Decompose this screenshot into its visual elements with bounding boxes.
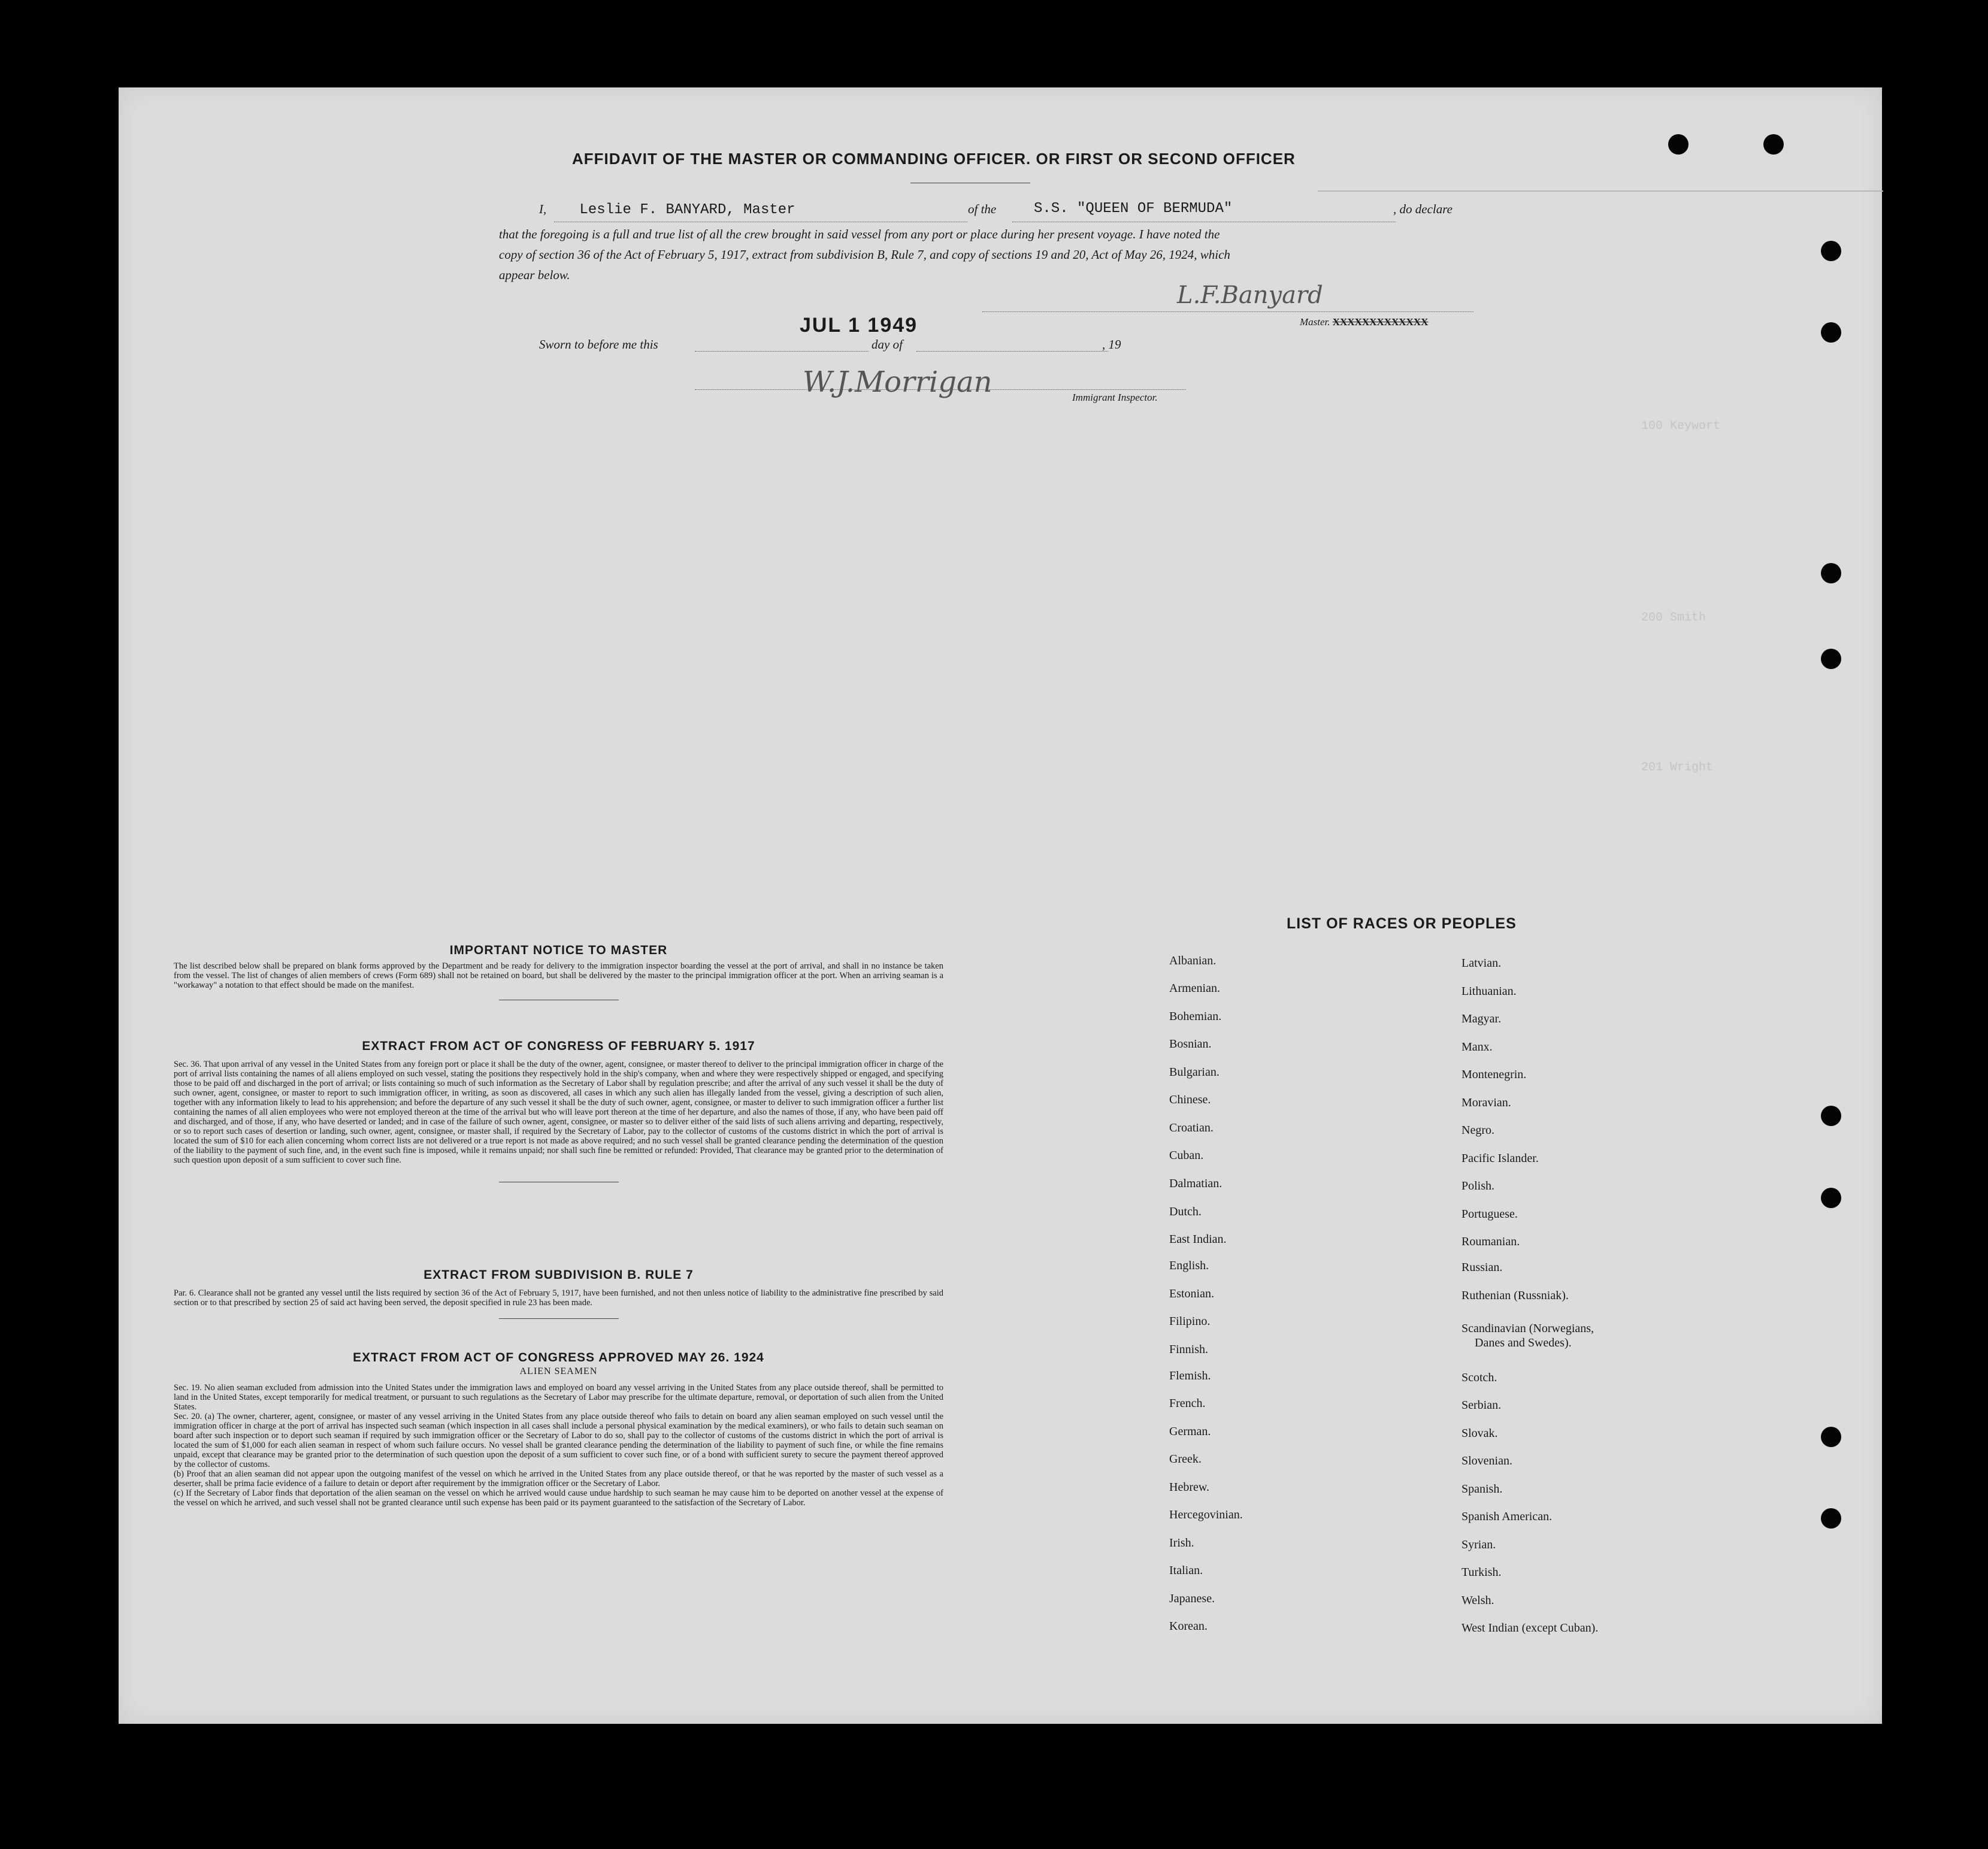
race-item: Serbian. [1462,1399,1502,1412]
race-item: Russian. [1462,1261,1503,1274]
race-item: Latvian. [1462,957,1502,970]
extract-1924-heading: EXTRACT FROM ACT OF CONGRESS APPROVED MAY 26. 1924 [353,1351,764,1364]
race-item: Hebrew. [1169,1481,1210,1494]
race-item: Cuban. [1169,1149,1204,1162]
race-item: East Indian. [1169,1233,1227,1246]
sec-20b-text: (b) Proof that an alien seaman did not appear upon the outgoing manifest of the vessel on which he arrived in the United States from any place outside thereof, or that he was reported by the master of such vessel as a deserter, shall be prima facie evidence of a failure to detain or deport after requirement by the immigration officer or the Secretary of Labor. [174,1469,943,1488]
punch-hole [1821,241,1841,261]
affidavit-line-3: copy of section 36 of the Act of February 5, 1917, extract from subdivision B, Rule 7, and copy of sections 19 and 20, Act of May 26, 1924, which [499,247,1230,262]
race-item: Japanese. [1169,1592,1215,1605]
sec-20c-text: (c) If the Secretary of Labor finds that deportation of the alien seaman on the vessel on which he arrived would cause undue hardship to such seaman he may cause him to be deported on another vessel at the expense of the vessel on which he arrived, and such vessel shall not be granted clearance until such expense has been paid or its payment guaranteed to the satisfaction of the Secretary of Labor. [174,1488,943,1508]
race-item: Moravian. [1462,1096,1511,1109]
inspector-signature: W.J.Morrigan [803,365,993,399]
race-item: Croatian. [1169,1121,1214,1134]
extract-1917-heading: EXTRACT FROM ACT OF CONGRESS OF FEBRUARY 5. 1917 [362,1039,755,1053]
punch-hole [1668,134,1689,155]
race-item: Negro. [1462,1124,1494,1137]
sworn-month-line [916,351,1108,352]
punch-hole [1821,1188,1841,1208]
affidavit-line-1 [539,199,1473,220]
race-item: Greek. [1169,1452,1202,1466]
race-item: Welsh. [1462,1594,1494,1607]
race-item: Turkish. [1462,1566,1502,1579]
race-item: Pacific Islander. [1462,1152,1539,1165]
race-item: English. [1169,1259,1209,1272]
i-label: I, [539,202,547,216]
sworn-label: Sworn to before me this [539,337,658,352]
inspector-signature-line [695,389,1186,390]
punch-hole [1821,649,1841,669]
race-item: French. [1169,1397,1206,1410]
bleed-through: 200 Smith [1641,611,1706,625]
race-item: Finnish. [1169,1343,1209,1356]
race-item: Portuguese. [1462,1208,1518,1221]
day-of-label: day of [872,337,903,352]
master-signature: L.F.Banyard [1177,282,1323,309]
master-signature-line [982,311,1473,312]
rule-7-section [174,1268,943,1319]
extract-1917-text: Sec. 36. That upon arrival of any vessel in the United States from any foreign port or place it shall be the duty of the owner, agent, consignee, or master thereof to deliver to the principal immigration officer in charge of the port of arrival lists containing the names of all aliens employed on such vessel, stating the positions they respectively hold in the ship's company, when and where they were respectively shipped or engaged, and specifying those to be paid off and discharged in the port of arrival; or lists containing so much of such information as the Secretary of Labor shall by regulation prescribe; and after the arrival of any such vessel it shall be the duty of such owner, agent, consignee, or master to report to such immigration officer, in writing, as soon as discovered, all cases in which any such alien has illegally landed from the vessel, giving a description of such alien, together with any information likely to lead to his apprehension; and before the departure of any such vessel it shall be the duty of such owner, agent, consignee, or master to deliver to such immigration officer a further list containing the names of all alien employees who were not employed thereon at the time of the arrival but who will leave port thereon at the time of her departure, and also the names of those, if any, who have been paid off and discharged, and of those, if any, who have deserted or landed; and in case of the failure of such owner, agent, consignee, or master so to deliver either of the said lists of such aliens arriving and departing, respectively, or so to report such cases of desertion or landing, such owner, agent, consignee, or master shall, if required by the Secretary of Labor, pay to the collector of customs of the customs district in which the port of arrival is located the sum of $10 for each alien concerning whom correct lists are not delivered or a true report is not made as above required; and no such vessel shall be granted clearance pending the determination of the question of the liability to the payment of such fine, and, in the event such fine is imposed, while it remains unpaid; nor shall such fine be remitted or refunded: Provided, That clearance may be granted prior to the determination of such question upon deposit of a sum sufficient to cover such fine. [174,1060,943,1165]
race-item: Ruthenian (Russniak). [1462,1289,1569,1302]
punch-hole [1763,134,1784,155]
do-declare-label: , do declare [1393,202,1453,216]
race-item: Flemish. [1169,1369,1211,1382]
punch-hole [1821,1508,1841,1529]
race-item: Montenegrin. [1462,1068,1527,1081]
race-item: Filipino. [1169,1315,1211,1328]
race-item: Scotch. [1462,1371,1497,1384]
race-item: Estonian. [1169,1287,1214,1300]
rule-7-heading: EXTRACT FROM SUBDIVISION B. RULE 7 [423,1268,694,1282]
important-notice-section [174,943,943,1000]
master-sig-label: Master. XXXXXXXXXXXXX [1300,316,1429,328]
race-item: Slovenian. [1462,1454,1512,1467]
sworn-day-line [695,351,869,352]
extract-1924-section [174,1351,943,1508]
race-item: Hercegovinian. [1169,1508,1243,1521]
punch-hole [1821,1106,1841,1126]
affidavit-line-4: appear below. [499,268,570,282]
race-item: Roumanian. [1462,1235,1520,1248]
vessel-name: S.S. "QUEEN OF BERMUDA" [1034,201,1233,217]
race-item: West Indian (except Cuban). [1462,1621,1599,1635]
race-item: Lithuanian. [1462,985,1517,998]
affidavit-line-2: that the foregoing is a full and true list of all the crew brought in said vessel from any port or place during her present voyage. I have noted the [499,227,1220,241]
race-item: Albanian. [1169,954,1217,967]
race-item: Spanish. [1462,1482,1503,1496]
race-item: Scandinavian (Norwegians, [1462,1322,1594,1335]
race-item: Bulgarian. [1169,1066,1220,1079]
separator [499,1318,619,1319]
race-item: Bosnian. [1169,1037,1212,1051]
race-item: Dalmatian. [1169,1177,1223,1190]
master-name: Leslie F. BANYARD, Master [579,202,795,218]
race-item: Bohemian. [1169,1010,1222,1023]
bleed-through: 201 Wright [1641,761,1714,774]
inspector-label: Immigrant Inspector. [1072,392,1158,403]
race-item: Slovak. [1462,1427,1498,1440]
extract-1917-section [174,1039,943,1182]
punch-hole [1821,322,1841,343]
race-item: Italian. [1169,1564,1203,1577]
race-item: Korean. [1169,1620,1208,1633]
master-sig-strike: XXXXXXXXXXXXX [1332,316,1429,328]
race-item: German. [1169,1425,1211,1438]
race-item: Chinese. [1169,1093,1211,1106]
punch-hole [1821,1427,1841,1447]
race-item: Dutch. [1169,1205,1202,1218]
race-item: Irish. [1169,1536,1194,1550]
page-edge-rule [1318,190,1883,192]
sec-20a-text: Sec. 20. (a) The owner, charterer, agent, consignee, or master of any vessel arriving in the United States from any place outside thereof who fails to detain on board any alien seaman employed on such vessel until the immigration officer in charge at the port of arrival has inspected such seaman (which inspection in all cases shall include a personal physical examination by the medical examiners), or who fails to detain such seaman on board after such inspection or to deport such seaman if required by such immigration officer or the Secretary of Labor to do so, shall pay to the collector of customs of the customs district in which the port of arrival is located the sum of $1,000 for each alien seaman in respect of whom such failure occurs. No vessel shall be granted clearance pending the determination of the liability to payment of such fine, or while the fine remains unpaid, except that clearance may be granted prior to the determination of such question upon the deposit of a sum sufficient to cover such fine, or of a bond with sufficient surety to secure the payment thereof approved by the collector of customs. [174,1412,943,1469]
affidavit-title: AFFIDAVIT OF THE MASTER OR COMMANDING OFFICER. OR FIRST OR SECOND OFFICER [572,150,1296,168]
sec-19-text: Sec. 19. No alien seaman excluded from admission into the United States under the immigration laws and employed on board any vessel arriving in the United States from any place outside thereof, shall be permitted to land in the United States, except temporarily for medical treatment, or pursuant to such regulations as the Secretary of Labor may prescribe for the ultimate departure, removal, or deportation of such alien from the United States. [174,1383,943,1412]
race-item: Armenian. [1169,982,1220,995]
punch-hole [1821,563,1841,583]
rule-7-text: Par. 6. Clearance shall not be granted any vessel until the lists required by section 36 of the Act of February 5, 1917, have been furnished, and not then unless notice of liability to the administrative fine prescribed by said section or to that prescribed by section 25 of said act having been served, the deposit specified in rule 23 has been made. [174,1288,943,1308]
date-stamp: JUL 1 1949 [800,314,918,337]
bleed-through: 100 Keywort [1641,419,1721,433]
notice-heading: IMPORTANT NOTICE TO MASTER [449,943,668,957]
race-item: Manx. [1462,1040,1493,1054]
race-item: Syrian. [1462,1538,1496,1551]
races-heading: LIST OF RACES OR PEOPLES [1287,915,1517,932]
year-prefix: , 19 [1102,337,1121,352]
of-the-label: of the [968,202,997,216]
race-item: Magyar. [1462,1012,1502,1025]
race-item: Spanish American. [1462,1510,1553,1523]
notice-text: The list described below shall be prepared on blank forms approved by the Department and be ready for delivery to the immigration inspector boarding the vessel at the port of arrival, and shall in no instance be taken from the vessel. The list of changes of alien members of crews (Form 689) shall not be retained on board, but shall be delivered by the master to the principal immigration officer at the port. When an arriving seaman is a "workaway" a notation to that effect should be made on the manifest. [174,961,943,990]
race-item: Danes and Swedes). [1475,1336,1572,1349]
race-item: Polish. [1462,1179,1495,1193]
alien-seamen-subheading: ALIEN SEAMEN [519,1366,598,1376]
